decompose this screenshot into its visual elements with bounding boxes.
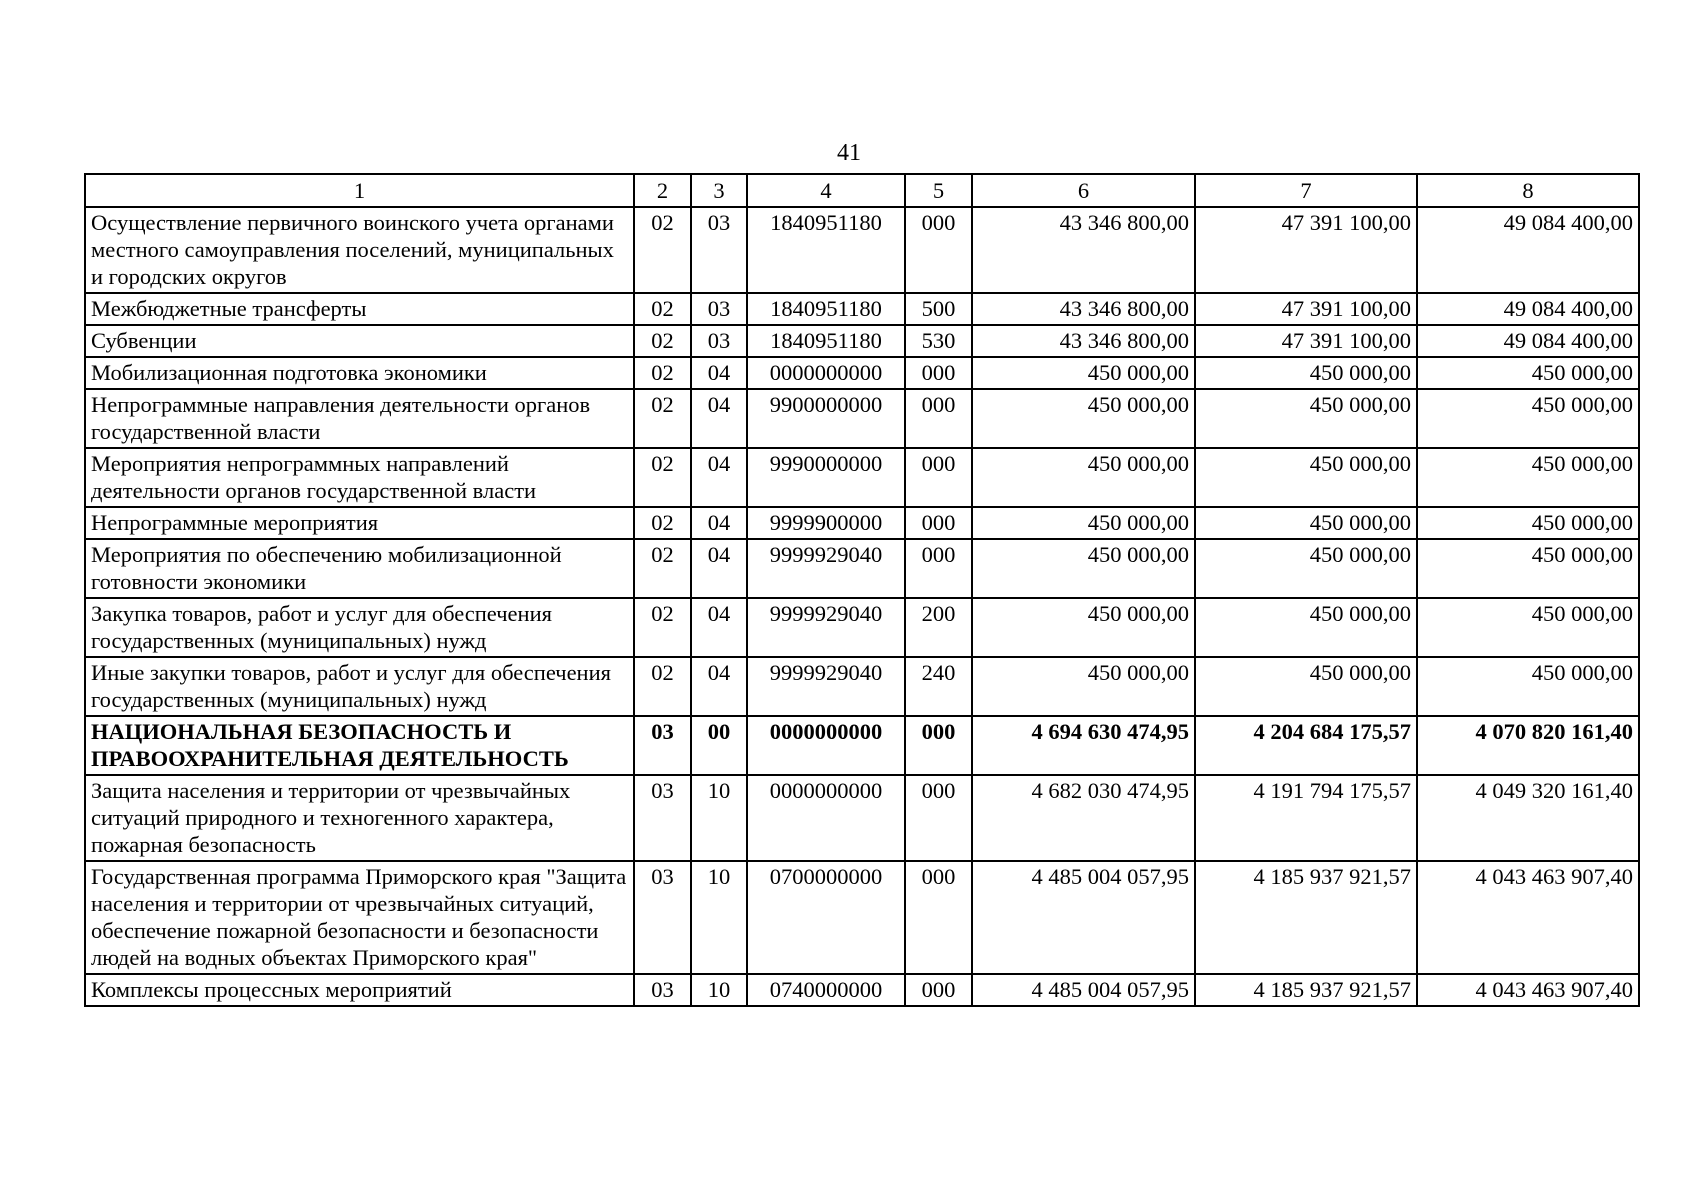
amount-col8-cell: 450 000,00 <box>1417 389 1639 448</box>
row-name-cell: НАЦИОНАЛЬНАЯ БЕЗОПАСНОСТЬ И ПРАВООХРАНИТЕЛЬНАЯ ДЕЯТЕЛЬНОСТЬ <box>85 716 634 775</box>
table-row <box>85 357 1639 389</box>
amount-col7-cell: 47 391 100,00 <box>1195 293 1417 325</box>
amount-col6-cell: 450 000,00 <box>972 448 1195 507</box>
expense-type-cell: 240 <box>905 657 972 716</box>
target-article-cell: 1840951180 <box>747 325 905 357</box>
subsection-code-cell: 04 <box>691 657 747 716</box>
subsection-code-cell: 03 <box>691 207 747 293</box>
target-article-cell: 0700000000 <box>747 861 905 974</box>
amount-col7-cell: 450 000,00 <box>1195 539 1417 598</box>
section-code-cell: 03 <box>634 861 691 974</box>
row-name-cell: Мобилизационная подготовка экономики <box>85 357 634 389</box>
section-code-cell: 03 <box>634 775 691 861</box>
amount-col7-cell: 47 391 100,00 <box>1195 325 1417 357</box>
table-row <box>85 716 1639 775</box>
table-row <box>85 389 1639 448</box>
amount-col6-cell: 43 346 800,00 <box>972 325 1195 357</box>
section-code-cell: 03 <box>634 974 691 1006</box>
expense-type-cell: 000 <box>905 716 972 775</box>
expense-type-cell: 000 <box>905 448 972 507</box>
amount-col6-cell: 450 000,00 <box>972 539 1195 598</box>
row-name-cell: Непрограммные мероприятия <box>85 507 634 539</box>
table-row <box>85 207 1639 293</box>
row-name-cell: Мероприятия по обеспечению мобилизационной готовности экономики <box>85 539 634 598</box>
amount-col7-cell: 4 191 794 175,57 <box>1195 775 1417 861</box>
amount-col6-cell: 4 485 004 057,95 <box>972 974 1195 1006</box>
amount-col8-cell: 4 043 463 907,40 <box>1417 861 1639 974</box>
amount-col6-cell: 4 694 630 474,95 <box>972 716 1195 775</box>
amount-col7-cell: 4 185 937 921,57 <box>1195 861 1417 974</box>
subsection-code-cell: 04 <box>691 507 747 539</box>
column-number-row <box>85 174 1639 207</box>
subsection-code-cell: 04 <box>691 448 747 507</box>
target-article-cell: 0740000000 <box>747 974 905 1006</box>
table-row <box>85 775 1639 861</box>
column-header: 5 <box>905 174 972 207</box>
expense-type-cell: 000 <box>905 974 972 1006</box>
subsection-code-cell: 04 <box>691 598 747 657</box>
amount-col6-cell: 450 000,00 <box>972 507 1195 539</box>
subsection-code-cell: 03 <box>691 293 747 325</box>
expense-type-cell: 000 <box>905 507 972 539</box>
section-code-cell: 02 <box>634 507 691 539</box>
expense-type-cell: 000 <box>905 539 972 598</box>
table-row <box>85 448 1639 507</box>
amount-col8-cell: 450 000,00 <box>1417 657 1639 716</box>
row-name-cell: Комплексы процессных мероприятий <box>85 974 634 1006</box>
table-row <box>85 861 1639 974</box>
expense-type-cell: 000 <box>905 389 972 448</box>
subsection-code-cell: 10 <box>691 861 747 974</box>
target-article-cell: 9900000000 <box>747 389 905 448</box>
budget-table <box>84 173 1640 1007</box>
amount-col6-cell: 4 682 030 474,95 <box>972 775 1195 861</box>
amount-col6-cell: 4 485 004 057,95 <box>972 861 1195 974</box>
amount-col7-cell: 450 000,00 <box>1195 389 1417 448</box>
target-article-cell: 9999929040 <box>747 539 905 598</box>
row-name-cell: Государственная программа Приморского края "Защита населения и территории от чрезвычайных ситуаций, обеспечение пожарной безопасности и безопасности людей на водных объектах Приморского края" <box>85 861 634 974</box>
row-name-cell: Защита населения и территории от чрезвычайных ситуаций природного и техногенного характера, пожарная безопасность <box>85 775 634 861</box>
amount-col6-cell: 450 000,00 <box>972 357 1195 389</box>
target-article-cell: 9999929040 <box>747 598 905 657</box>
section-code-cell: 02 <box>634 539 691 598</box>
row-name-cell: Иные закупки товаров, работ и услуг для обеспечения государственных (муниципальных) нужд <box>85 657 634 716</box>
column-header: 4 <box>747 174 905 207</box>
section-code-cell: 02 <box>634 657 691 716</box>
expense-type-cell: 000 <box>905 207 972 293</box>
table-row <box>85 974 1639 1006</box>
amount-col8-cell: 4 070 820 161,40 <box>1417 716 1639 775</box>
amount-col6-cell: 43 346 800,00 <box>972 207 1195 293</box>
amount-col7-cell: 450 000,00 <box>1195 598 1417 657</box>
subsection-code-cell: 04 <box>691 389 747 448</box>
amount-col7-cell: 47 391 100,00 <box>1195 207 1417 293</box>
target-article-cell: 9999900000 <box>747 507 905 539</box>
section-code-cell: 02 <box>634 598 691 657</box>
section-code-cell: 03 <box>634 716 691 775</box>
amount-col7-cell: 450 000,00 <box>1195 657 1417 716</box>
table-row <box>85 539 1639 598</box>
target-article-cell: 0000000000 <box>747 716 905 775</box>
target-article-cell: 0000000000 <box>747 357 905 389</box>
amount-col6-cell: 450 000,00 <box>972 657 1195 716</box>
expense-type-cell: 200 <box>905 598 972 657</box>
section-code-cell: 02 <box>634 357 691 389</box>
amount-col8-cell: 450 000,00 <box>1417 448 1639 507</box>
amount-col8-cell: 450 000,00 <box>1417 539 1639 598</box>
row-name-cell: Закупка товаров, работ и услуг для обеспечения государственных (муниципальных) нужд <box>85 598 634 657</box>
subsection-code-cell: 04 <box>691 357 747 389</box>
subsection-code-cell: 10 <box>691 775 747 861</box>
row-name-cell: Субвенции <box>85 325 634 357</box>
target-article-cell: 1840951180 <box>747 293 905 325</box>
amount-col7-cell: 450 000,00 <box>1195 507 1417 539</box>
amount-col7-cell: 450 000,00 <box>1195 448 1417 507</box>
amount-col6-cell: 43 346 800,00 <box>972 293 1195 325</box>
table-row <box>85 657 1639 716</box>
section-code-cell: 02 <box>634 325 691 357</box>
table-row <box>85 293 1639 325</box>
subsection-code-cell: 10 <box>691 974 747 1006</box>
amount-col7-cell: 450 000,00 <box>1195 357 1417 389</box>
row-name-cell: Мероприятия непрограммных направлений деятельности органов государственной власти <box>85 448 634 507</box>
section-code-cell: 02 <box>634 207 691 293</box>
row-name-cell: Межбюджетные трансферты <box>85 293 634 325</box>
amount-col7-cell: 4 204 684 175,57 <box>1195 716 1417 775</box>
column-header: 1 <box>85 174 634 207</box>
amount-col8-cell: 49 084 400,00 <box>1417 325 1639 357</box>
table-row <box>85 325 1639 357</box>
target-article-cell: 0000000000 <box>747 775 905 861</box>
amount-col7-cell: 4 185 937 921,57 <box>1195 974 1417 1006</box>
amount-col8-cell: 4 043 463 907,40 <box>1417 974 1639 1006</box>
row-name-cell: Осуществление первичного воинского учета органами местного самоуправления поселений, муниципальных и городских округов <box>85 207 634 293</box>
subsection-code-cell: 03 <box>691 325 747 357</box>
section-code-cell: 02 <box>634 448 691 507</box>
page-number: 41 <box>837 140 861 166</box>
amount-col8-cell: 450 000,00 <box>1417 598 1639 657</box>
column-header: 6 <box>972 174 1195 207</box>
amount-col8-cell: 450 000,00 <box>1417 507 1639 539</box>
expense-type-cell: 530 <box>905 325 972 357</box>
target-article-cell: 9999929040 <box>747 657 905 716</box>
expense-type-cell: 000 <box>905 775 972 861</box>
table-row <box>85 598 1639 657</box>
column-header: 7 <box>1195 174 1417 207</box>
amount-col8-cell: 4 049 320 161,40 <box>1417 775 1639 861</box>
amount-col8-cell: 450 000,00 <box>1417 357 1639 389</box>
amount-col6-cell: 450 000,00 <box>972 598 1195 657</box>
expense-type-cell: 500 <box>905 293 972 325</box>
section-code-cell: 02 <box>634 293 691 325</box>
amount-col6-cell: 450 000,00 <box>972 389 1195 448</box>
expense-type-cell: 000 <box>905 861 972 974</box>
amount-col8-cell: 49 084 400,00 <box>1417 207 1639 293</box>
amount-col8-cell: 49 084 400,00 <box>1417 293 1639 325</box>
subsection-code-cell: 04 <box>691 539 747 598</box>
column-header: 8 <box>1417 174 1639 207</box>
table-row <box>85 507 1639 539</box>
section-code-cell: 02 <box>634 389 691 448</box>
row-name-cell: Непрограммные направления деятельности органов государственной власти <box>85 389 634 448</box>
target-article-cell: 1840951180 <box>747 207 905 293</box>
subsection-code-cell: 00 <box>691 716 747 775</box>
column-header: 3 <box>691 174 747 207</box>
target-article-cell: 9990000000 <box>747 448 905 507</box>
expense-type-cell: 000 <box>905 357 972 389</box>
column-header: 2 <box>634 174 691 207</box>
